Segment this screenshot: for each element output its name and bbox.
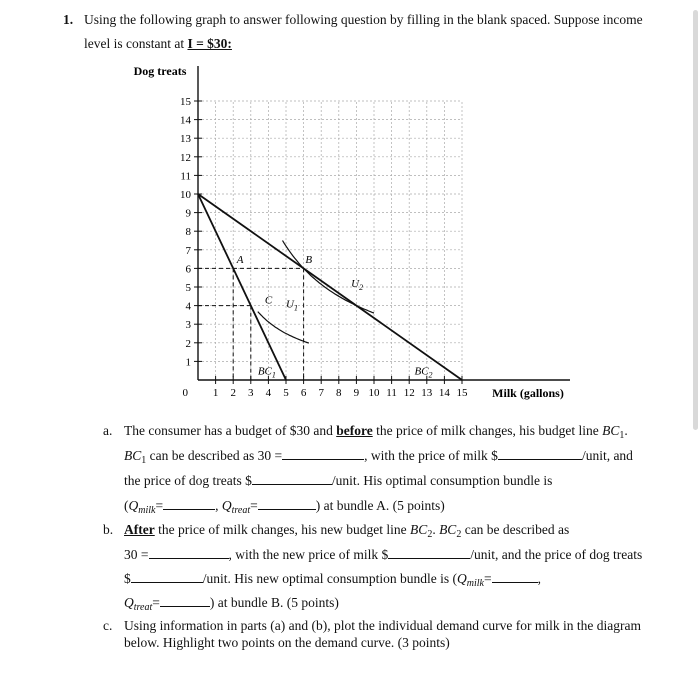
y-tick-label: 1 [185, 356, 191, 369]
y-tick-label: 6 [185, 263, 191, 276]
y-tick-label: 7 [185, 244, 191, 257]
part-a-comma: , [215, 498, 222, 513]
point-a-label: A [236, 253, 244, 266]
blank-b-budget-eq[interactable] [149, 547, 229, 559]
x-tick-label: 2 [230, 387, 236, 399]
blank-b-q-milk[interactable] [492, 571, 538, 583]
bc2-sub: 2 [428, 370, 433, 380]
y-tick-label: 3 [185, 319, 191, 332]
blank-a-budget-eq[interactable] [282, 448, 364, 460]
point-c-label: C [264, 294, 273, 307]
y-tick-label: 11 [180, 170, 191, 183]
intro-income: I = $30: [187, 36, 232, 51]
part-b-bc2b: BC [439, 522, 457, 537]
indifference-curve-u2 [283, 241, 375, 314]
part-a-l4-open: ( [124, 498, 129, 513]
part-a-before: before [336, 423, 373, 438]
part-b-eq2: = [152, 595, 160, 610]
part-a-l2-sub: 1 [141, 455, 147, 466]
part-a-q-milk: Q [128, 498, 139, 513]
y-tick-label: 15 [180, 96, 191, 108]
blank-a-q-treat[interactable] [258, 498, 316, 510]
part-c-line2: below. Highlight two points on the demand curve. (3 points) [124, 635, 450, 650]
y-tick-label: 5 [185, 282, 191, 294]
part-a-q-milk-sub: milk [138, 505, 156, 516]
part-c-line1: Using information in parts (a) and (b), plot the individual demand curve for milk in the diagram [124, 618, 641, 633]
part-a-l1-end: . [624, 423, 628, 438]
part-b-l3-mid: /unit. His new optimal consumption bundle is ( [202, 571, 457, 586]
blank-b-treat-price[interactable] [131, 571, 203, 583]
x-tick-label: 10 [368, 387, 380, 399]
part-a-l1-text: The consumer has a budget of $30 and [124, 423, 337, 438]
y-tick-label: 8 [185, 226, 191, 239]
blank-a-treat-price[interactable] [252, 473, 332, 485]
part-a-l3-rest: /unit. His optimal consumption bundle is [331, 473, 553, 488]
part-a-l4-end: ) at bundle A. (5 points) [315, 498, 445, 513]
part-a-bc1-sub: 1 [619, 430, 625, 441]
y-tick-label: 9 [185, 207, 191, 220]
part-a-line1 [124, 423, 628, 441]
part-b-bc2-sub: 2 [427, 529, 433, 540]
part-b-bc2: BC [410, 522, 428, 537]
x-tick-label: 14 [438, 387, 450, 399]
part-b-line2 [124, 547, 642, 563]
part-b-l2-end: /unit, and the price of dog treats [470, 547, 643, 562]
blank-b-milk-price[interactable] [388, 547, 470, 559]
blank-a-q-milk[interactable] [163, 498, 215, 510]
y-tick-label: 14 [180, 114, 191, 127]
part-a-l2-text: can be described as 30 = [146, 448, 283, 463]
y-tick-label: 4 [185, 300, 191, 313]
part-a-l1-rest: the price of milk changes, his budget line [372, 423, 603, 438]
x-tick-label: 15 [456, 387, 468, 399]
x-tick-label: 9 [353, 387, 360, 399]
x-tick-label: 6 [300, 387, 307, 399]
part-a-line2 [124, 448, 633, 466]
y-tick-label: 12 [180, 151, 191, 164]
part-a-line4 [124, 498, 445, 516]
question-number: 1. [63, 12, 74, 27]
part-a-eq2: = [250, 498, 258, 513]
part-b-q-treat-sub: treat [133, 602, 153, 613]
part-b-q-milk-sub: milk [466, 578, 484, 589]
bc1-sub: 1 [271, 370, 276, 380]
part-a-l2-mid: , with the price of milk $ [364, 448, 498, 463]
question-intro-line1: Using the following graph to answer following question by filling in the blank spaced. Suppose income [84, 12, 643, 27]
u1-label: U [286, 298, 294, 311]
part-a-l2-bc: BC [124, 448, 142, 463]
intro-prefix: level is constant at [84, 36, 188, 51]
x-tick-label: 3 [248, 387, 254, 399]
part-b-letter: b. [103, 522, 114, 537]
part-a-q-treat: Q [221, 498, 232, 513]
x-tick-label: 4 [265, 387, 272, 399]
part-b-line3 [124, 571, 541, 589]
part-b-l3-end: , [537, 571, 541, 586]
u2-label: U [351, 278, 360, 290]
part-b-bc2b-sub: 2 [456, 529, 462, 540]
blank-b-q-treat[interactable] [160, 595, 210, 607]
x-tick-label: 8 [336, 387, 342, 399]
part-b-l4-end: ) at bundle B. (5 points) [209, 595, 339, 610]
u2-sub: 2 [359, 283, 364, 292]
x-tick-label: 7 [318, 387, 324, 399]
x-tick-label: 1 [212, 387, 219, 399]
part-a-l3-text: the price of dog treats $ [124, 473, 252, 488]
bc1-label: BC [257, 365, 272, 378]
part-c-letter: c. [103, 618, 113, 633]
y-axis-title: Dog treats [133, 64, 187, 78]
part-b-l3-text: $ [124, 571, 131, 586]
origin-label: 0 [182, 387, 188, 399]
x-tick-label: 5 [283, 387, 289, 399]
part-a-bc1: BC [602, 423, 620, 438]
part-b-q-treat: Q [124, 595, 134, 610]
y-tick-label: 2 [185, 337, 191, 350]
x-tick-label: 13 [421, 387, 433, 399]
point-b-label: B [305, 253, 313, 266]
part-b-eq1: = [483, 571, 492, 586]
part-b-l2-mid: , with the new price of milk $ [228, 547, 389, 562]
part-b-l1-end: can be described as [461, 522, 570, 537]
part-b-l1-mid: . [432, 522, 440, 537]
part-b-line4 [124, 595, 339, 613]
part-a-line3 [124, 473, 552, 489]
part-b-line1 [124, 522, 569, 540]
part-a-l2-end: /unit, and [581, 448, 633, 463]
y-tick-label: 10 [180, 189, 191, 201]
part-a-letter: a. [103, 423, 113, 438]
x-tick-label: 12 [403, 387, 415, 399]
y-tick-label: 13 [180, 133, 191, 146]
part-b-q-milk: Q [456, 571, 467, 586]
u1-sub: 1 [294, 303, 298, 313]
bc2-label: BC [414, 365, 429, 378]
part-a-eq1: = [155, 498, 164, 513]
part-b-l2-text: 30 = [124, 547, 149, 562]
part-b-l1-text: the price of milk changes, his new budget line [154, 522, 411, 537]
part-a-q-treat-sub: treat [231, 505, 251, 516]
graph-grid [198, 101, 462, 380]
blank-a-milk-price[interactable] [498, 448, 582, 460]
x-tick-label: 11 [386, 387, 397, 399]
part-b-after: After [124, 522, 155, 537]
graph-axes [198, 66, 570, 380]
x-axis-title: Milk (gallons) [492, 386, 564, 400]
